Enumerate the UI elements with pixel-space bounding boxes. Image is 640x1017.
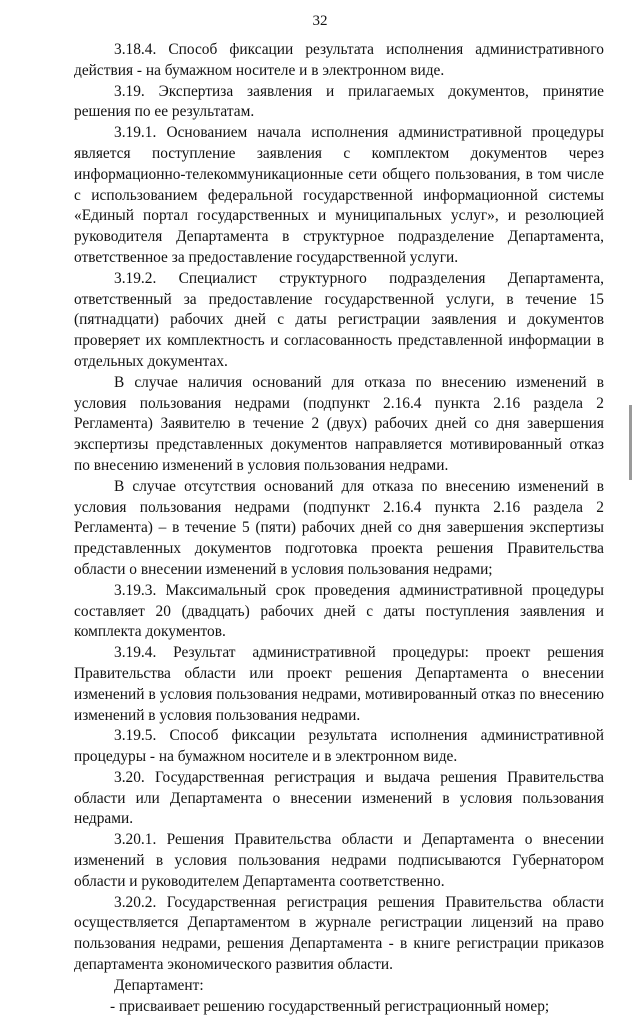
paragraph-3-18-4: 3.18.4. Способ фиксации результата исполнения административного действия - на бумажном носителе и в электронном виде.: [74, 41, 604, 79]
paragraph-no-refusal-case: В случае отсутствия оснований для отказа по внесению изменений в условия пользования недрами (подпункт 2.16.4 пункта 2.16 раздела 2 Регламента) – в течение 5 (пяти) рабочих дней со дня завершения экспертизы представленных документов подготовка проекта решения Правительства области о внесении изменений в условия пользования недрами;: [74, 477, 604, 578]
paragraph-3-20: 3.20. Государственная регистрация и выдача решения Правительства области или Департамента о внесении изменений в условия пользования недрами.: [74, 768, 604, 828]
paragraph-3-20-1: 3.20.1. Решения Правительства области и Департамента о внесении изменений в условия пользования недрами подписываются Губернатором области и руководителем Департамента соответственно.: [74, 831, 604, 890]
paragraph-3-19-4: 3.19.4. Результат административной процедуры: проект решения Правительства области или проект решения Департамента о внесении изменений в условия пользования недрами, мотивированный отказ по внесению изменений в условия пользования недрами.: [74, 644, 604, 724]
paragraph-3-20-2: 3.20.2. Государственная регистрация решения Правительства области осуществляется Департаментом в журнале регистрации лицензий на право пользования недрами, решения Департамента - в книге регистрации приказов департамента экономического развития области.: [74, 893, 604, 974]
document-body: [74, 40, 604, 1017]
paragraph-3-19-1: 3.19.1. Основанием начала исполнения административной процедуры является поступление заявления с комплектом документов через информационно-телекоммуникационные сети общего пользования, в том числе с использованием федеральной государственной информационной системы «Единый портал государственных и муниципальных услуг», и резолюцией руководителя Департамента в структурное подразделение Департамента, ответственное за предоставление государственной услуги.: [74, 124, 604, 266]
paragraph-3-19-2: 3.19.2. Специалист структурного подразделения Департамента, ответственный за предоставление государственной услуги, в течение 15 (пятнадцати) рабочих дней с даты регистрации заявления и документов проверяет их комплектность и согласованность представленной информации в отдельных документах.: [74, 269, 604, 370]
paragraph-3-19: 3.19. Экспертиза заявления и прилагаемых документов, принятие решения по ее результатам.: [74, 82, 604, 121]
page-number: 32: [312, 13, 328, 29]
scan-edge-mark: [629, 405, 632, 480]
paragraph-3-19-3: 3.19.3. Максимальный срок проведения административной процедуры составляет 20 (двадцать) рабочих дней с даты поступления заявления и комплекта документов.: [74, 581, 604, 641]
paragraph-list-item: - присваивает решению государственный регистрационный номер;: [110, 997, 550, 1015]
paragraph-department-label: Департамент:: [114, 976, 204, 994]
paragraph-3-19-5: 3.19.5. Способ фиксации результата исполнения административной процедуры - на бумажном носителе и в электронном виде.: [74, 727, 604, 766]
paragraph-refusal-case: В случае наличия оснований для отказа по внесению изменений в условия пользования недрами (подпункт 2.16.4 пункта 2.16 раздела 2 Регламента) Заявителю в течение 2 (двух) рабочих дней со дня завершения экспертизы представленных документов направляется мотивированный отказ по внесению изменений в условия пользования недрами.: [74, 373, 604, 474]
